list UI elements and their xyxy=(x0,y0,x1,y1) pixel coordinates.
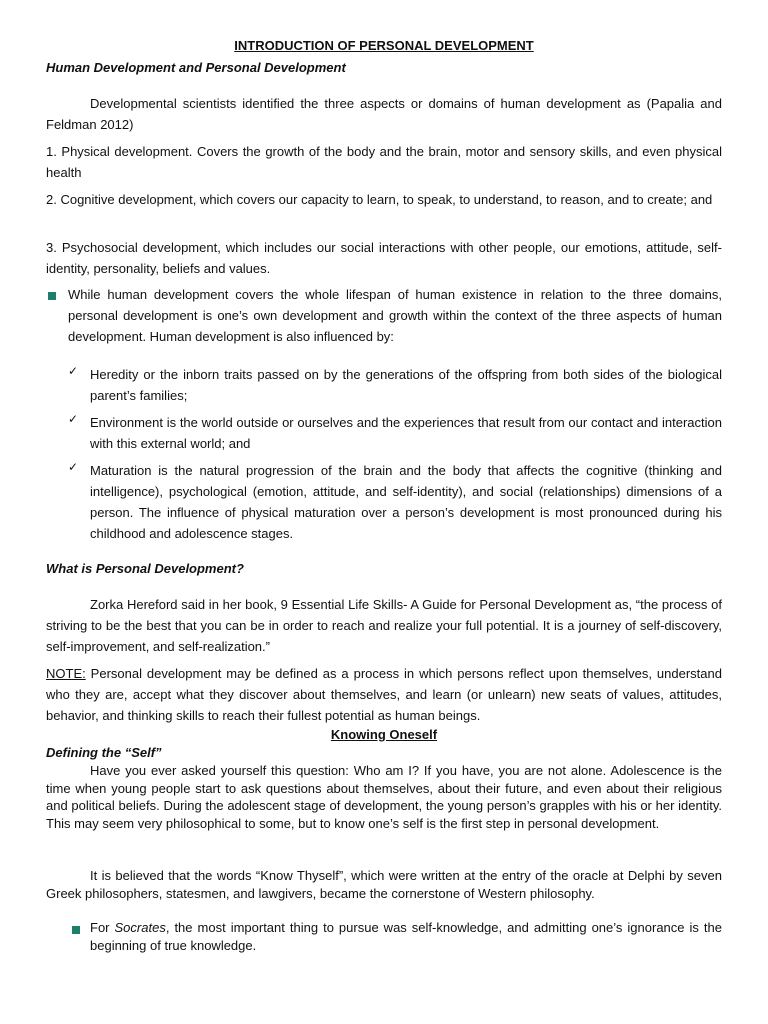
section-heading-knowing-oneself: Knowing Oneself xyxy=(330,727,438,742)
section-heading-what-is-personal-development: What is Personal Development? xyxy=(46,561,244,576)
note-text: Personal development may be defined as a process in which persons reflect upon themselves, understand who they are, accept what they discover about themselves, and learn (or unlearn) new seats of values, attitudes, behavior, and thinking skills to reach their fullest potential as human beings. xyxy=(46,666,722,723)
section-heading-human-development: Human Development and Personal Development xyxy=(46,60,346,75)
check-item-heredity: Heredity or the inborn traits passed on by the generations of the offspring from both sides of the biological parent’s families; xyxy=(90,367,722,403)
check-item-environment: Environment is the world outside or ourselves and the experiences that result from our contact and interaction with this external world; and xyxy=(90,415,722,451)
socrates-prefix: For xyxy=(90,920,115,935)
hereford-quote-paragraph: Zorka Hereford said in her book, 9 Essential Life Skills- A Guide for Personal Development as, “the process of striving to be the best that you can be in order to reach and realize your full potential. It is a journey of self-discovery, self-improvement, and self-realization.” xyxy=(46,597,722,654)
bullet-human-development: While human development covers the whole lifespan of human existence in relation to the three domains, personal development is one’s own development and growth within the context of the three aspects of human development. Human development is also influenced by: xyxy=(68,287,722,344)
socrates-text: , the most important thing to pursue was self-knowledge, and admitting one’s ignorance is the beginning of true knowledge. xyxy=(90,920,722,953)
subheading-defining-self: Defining the “Self” xyxy=(46,745,162,760)
know-thyself-paragraph: It is believed that the words “Know Thyself”, which were written at the entry of the oracle at Delphi by seven Greek philosophers, statesmen, and lawgivers, became the cornerstone of Western philosophy. xyxy=(46,868,722,901)
document-title: INTRODUCTION OF PERSONAL DEVELOPMENT xyxy=(234,38,534,53)
square-bullet-icon xyxy=(72,926,80,934)
domain-physical: 1. Physical development. Covers the growth of the body and the brain, motor and sensory skills, and even physical health xyxy=(46,144,722,180)
domain-psychosocial: 3. Psychosocial development, which includes our social interactions with other people, our emotions, attitude, self-identity, personality, beliefs and values. xyxy=(46,240,722,276)
domain-cognitive: 2. Cognitive development, which covers our capacity to learn, to speak, to understand, to reason, and to create; and xyxy=(46,192,713,207)
note-label: NOTE: xyxy=(46,666,86,681)
check-icon: ✓ xyxy=(68,460,79,474)
check-icon: ✓ xyxy=(68,412,79,426)
bullet-socrates xyxy=(90,919,722,954)
check-item-maturation: Maturation is the natural progression of the brain and the body that affects the cognitive (thinking and intelligence), psychological (emotion, attitude, and self-identity), and social (relationships) dimensions of a person. The influence of physical maturation over a person’s development is most pronounced during his childhood and adolescence stages. xyxy=(90,463,722,541)
self-paragraph: Have you ever asked yourself this question: Who am I? If you have, you are not alone. Adolescence is the time when young people start to ask questions about themselves, about their future, and even about their religious and political beliefs. During the adolescent stage of development, the young person’s grapples with his or her identity. This may seem very philosophical to some, but to know one’s self is the first step in personal development. xyxy=(46,763,722,831)
note-paragraph xyxy=(46,663,722,726)
square-bullet-icon xyxy=(48,292,56,300)
check-icon: ✓ xyxy=(68,364,79,378)
socrates-name: Socrates xyxy=(114,920,166,935)
intro-paragraph: Developmental scientists identified the three aspects or domains of human development as (Papalia and Feldman 2012) xyxy=(46,96,722,132)
